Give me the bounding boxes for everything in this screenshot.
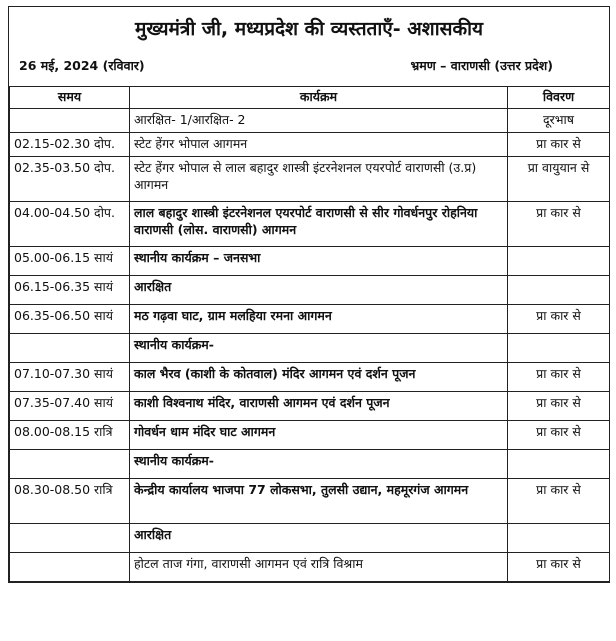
row-time: 04.00-04.50 दोप. bbox=[10, 201, 130, 246]
row-time: 07.10-07.30 सायं bbox=[10, 362, 130, 391]
row-time bbox=[10, 333, 130, 362]
table-row bbox=[10, 108, 610, 132]
row-time: 05.00-06.15 सायं bbox=[10, 246, 130, 275]
document-meta bbox=[9, 47, 609, 86]
row-details: प्रा कार से bbox=[508, 362, 610, 391]
row-details: प्रा कार से bbox=[508, 304, 610, 333]
row-time bbox=[10, 523, 130, 552]
row-program: आरक्षित bbox=[130, 275, 508, 304]
table-row bbox=[10, 391, 610, 420]
row-time: 08.00-08.15 रात्रि bbox=[10, 420, 130, 449]
header-time: समय bbox=[10, 87, 130, 109]
row-details: प्रा कार से bbox=[508, 478, 610, 523]
row-program: आरक्षित- 1/आरक्षित- 2 bbox=[130, 108, 508, 132]
row-time: 02.15-02.30 दोप. bbox=[10, 132, 130, 156]
table-header-row bbox=[10, 87, 610, 109]
row-program: स्टेट हेंगर भोपाल से लाल बहादुर शास्त्री इंटरनेशनल एयरपोर्ट वाराणसी (उ.प्र) आगमन bbox=[130, 156, 508, 201]
table-row bbox=[10, 246, 610, 275]
table-row bbox=[10, 420, 610, 449]
table-row bbox=[10, 449, 610, 478]
row-time bbox=[10, 108, 130, 132]
row-details: प्रा कार से bbox=[508, 132, 610, 156]
row-details: प्रा वायुयान से bbox=[508, 156, 610, 201]
table-row bbox=[10, 304, 610, 333]
row-details bbox=[508, 275, 610, 304]
row-program: स्थानीय कार्यक्रम – जनसभा bbox=[130, 246, 508, 275]
row-program: आरक्षित bbox=[130, 523, 508, 552]
row-time: 06.15-06.35 सायं bbox=[10, 275, 130, 304]
row-details: प्रा कार से bbox=[508, 552, 610, 581]
row-program: मठ गढ़वा घाट, ग्राम मलहिया रमना आगमन bbox=[130, 304, 508, 333]
row-program: स्टेट हेंगर भोपाल आगमन bbox=[130, 132, 508, 156]
table-row bbox=[10, 132, 610, 156]
row-details: प्रा कार से bbox=[508, 201, 610, 246]
itinerary-document bbox=[8, 6, 610, 583]
row-details: प्रा कार से bbox=[508, 420, 610, 449]
row-program: स्थानीय कार्यक्रम- bbox=[130, 449, 508, 478]
table-row bbox=[10, 552, 610, 581]
row-details bbox=[508, 449, 610, 478]
row-details: प्रा कार से bbox=[508, 391, 610, 420]
row-program: काल भैरव (काशी के कोतवाल) मंदिर आगमन एवं दर्शन पूजन bbox=[130, 362, 508, 391]
row-details bbox=[508, 246, 610, 275]
table-row bbox=[10, 156, 610, 201]
row-time bbox=[10, 552, 130, 581]
table-row bbox=[10, 478, 610, 523]
row-program: गोवर्धन धाम मंदिर घाट आगमन bbox=[130, 420, 508, 449]
table-row bbox=[10, 275, 610, 304]
row-program: केन्द्रीय कार्यालय भाजपा 77 लोकसभा, तुलसी उद्यान, महमूरगंज आगमन bbox=[130, 478, 508, 523]
row-program: होटल ताज गंगा, वाराणसी आगमन एवं रात्रि विश्राम bbox=[130, 552, 508, 581]
row-time: 07.35-07.40 सायं bbox=[10, 391, 130, 420]
header-program: कार्यक्रम bbox=[130, 87, 508, 109]
schedule-date: 26 मई, 2024 (रविवार) bbox=[19, 58, 145, 73]
row-time bbox=[10, 449, 130, 478]
header-details: विवरण bbox=[508, 87, 610, 109]
row-details: दूरभाष bbox=[508, 108, 610, 132]
row-time: 06.35-06.50 सायं bbox=[10, 304, 130, 333]
row-program: काशी विश्वनाथ मंदिर, वाराणसी आगमन एवं दर्शन पूजन bbox=[130, 391, 508, 420]
row-details bbox=[508, 333, 610, 362]
tour-location: भ्रमण – वाराणसी (उत्तर प्रदेश) bbox=[410, 58, 553, 73]
row-program: स्थानीय कार्यक्रम- bbox=[130, 333, 508, 362]
table-row bbox=[10, 523, 610, 552]
table-row bbox=[10, 201, 610, 246]
table-row bbox=[10, 333, 610, 362]
document-title: मुख्यमंत्री जी, मध्यप्रदेश की व्यस्तताएँ- अशासकीय bbox=[134, 18, 484, 40]
row-time: 02.35-03.50 दोप. bbox=[10, 156, 130, 201]
row-details bbox=[508, 523, 610, 552]
row-time: 08.30-08.50 रात्रि bbox=[10, 478, 130, 523]
row-program: लाल बहादुर शास्त्री इंटरनेशनल एयरपोर्ट वाराणसी से सीर गोवर्धनपुर रोहनिया वाराणसी (लोस. वाराणसी) आगमन bbox=[130, 201, 508, 246]
schedule-table bbox=[9, 86, 610, 582]
table-row bbox=[10, 362, 610, 391]
